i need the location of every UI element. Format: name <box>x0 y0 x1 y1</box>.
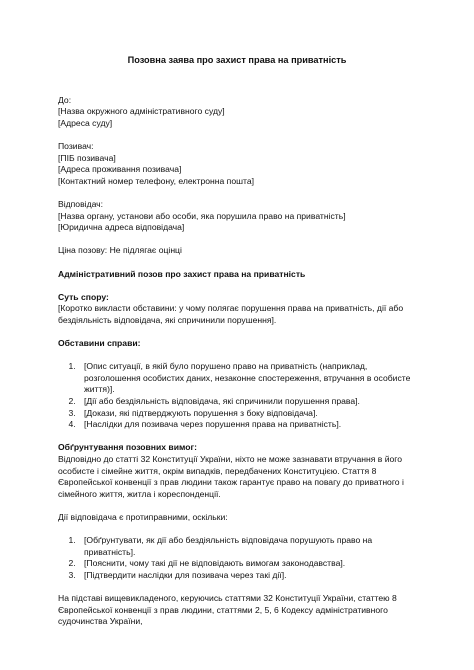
defendant-label: Відповідач: <box>58 198 104 209</box>
unlawful-intro: Дії відповідача є протиправними, оскільки: <box>58 511 228 522</box>
list-item: 3. [Підтвердити наслідки для позивача через такі дії]. <box>78 570 416 582</box>
court-block <box>58 95 416 130</box>
list-item: 3. [Докази, які підтверджують порушення з боку відповідача]. <box>78 408 416 420</box>
plaintiff-address: [Адреса проживання позивача] <box>58 164 182 175</box>
list-item: 1. [Обґрунтувати, як дії або бездіяльність відповідача порушують право на приватність]. <box>78 535 416 558</box>
circumstances-heading: Обставини справи: <box>58 338 141 349</box>
to-label: До: <box>58 94 72 105</box>
list-item: 4. [Наслідки для позивача через порушення права на приватність]. <box>78 419 416 431</box>
plaintiff-block <box>58 141 416 187</box>
unlawful-list <box>58 535 416 581</box>
plaintiff-label: Позивач: <box>58 140 94 151</box>
plaintiff-contacts: [Контактний номер телефону, електронна пошта] <box>58 175 255 186</box>
plaintiff-name: [ПІБ позивача] <box>58 152 116 163</box>
defendant-address: [Юридична адреса відповідача] <box>58 222 185 233</box>
claim-price: Ціна позову: Не підлягає оцінці <box>58 245 182 256</box>
court-address: [Адреса суду] <box>58 117 113 128</box>
list-item: 1. [Опис ситуації, в якій було порушено право на приватність (наприклад, розголошення особистих даних, незаконне спостереження, втручання в особисте життя)]. <box>78 361 416 396</box>
dispute-heading: Суть спору: <box>58 291 109 302</box>
dispute-text: [Коротко викласти обставини: у чому полягає порушення права на приватність, дії або бездіяльність відповідача, які спричинили порушення]. <box>58 303 404 325</box>
section-heading: Адміністративний позов про захист права на приватність <box>58 268 306 279</box>
list-item: 2. [Пояснити, чому такі дії не відповідають вимогам законодавства]. <box>78 558 416 570</box>
defendant-name: [Назва органу, установи або особи, яка порушила право на приватність] <box>58 210 346 221</box>
grounds-heading: Обґрунтування позовних вимог: <box>58 442 197 453</box>
list-item: 2. [Дії або бездіяльність відповідача, які спричинили порушення права]. <box>78 396 416 408</box>
document-title: Позовна заява про захист права на приватність <box>127 55 347 65</box>
court-name: [Назва окружного адміністративного суду] <box>58 106 225 117</box>
defendant-block <box>58 199 416 234</box>
conclusion-text: На підставі вищевикладеного, керуючись статтями 32 Конституції України, статтею 8 Європейської конвенції з прав людини, статтями 2, 5, 6 Кодексу адміністративного судочинства України, <box>58 593 397 627</box>
circumstances-list <box>58 361 416 431</box>
grounds-text: Відповідно до статті 32 Конституції України, ніхто не може зазнавати втручання в його особисте і сімейне життя, окрім випадків, передбачених Конституцією. Стаття 8 Європейської конвенції з прав людини також гарантує право на повагу до приватного і сімейного життя, житла і кореспонденції. <box>58 454 404 499</box>
